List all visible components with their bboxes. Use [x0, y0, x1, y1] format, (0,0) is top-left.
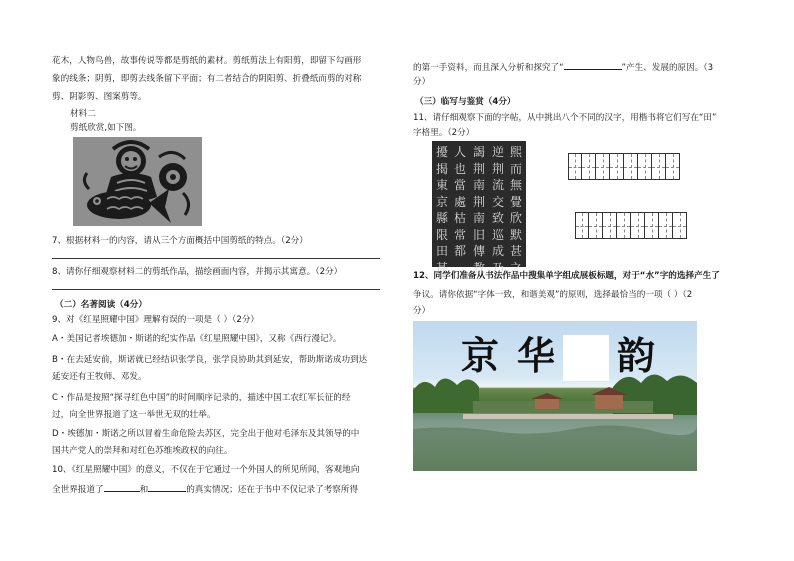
tian-grid-cell[interactable]	[624, 153, 638, 180]
tian-grid-cell[interactable]	[673, 212, 687, 239]
calligraphy-copybook	[432, 141, 526, 275]
question-8: 8、请你仔细观察材料二的剪纸作品，描绘画面内容，并揭示其寓意。（2分）	[52, 267, 343, 277]
material2-caption: 剪纸欣赏,如下图。	[70, 123, 142, 133]
intro-line-1: 花木，人物鸟兽，故事传说等都是剪纸的素材。剪纸剪法上有阳剪，即留下勾画形	[52, 56, 362, 66]
tian-grid-cell[interactable]	[610, 153, 624, 180]
title-board-characters	[413, 333, 697, 383]
question-9-option-a: A・美国记者埃德加・斯诺的纪实作品《红星照耀中国》，又称《西行漫记》。	[52, 334, 342, 344]
question-9-option-d-line-2: 国共产党人的崇拜和对红色苏维埃政权的向往。	[52, 446, 233, 456]
board-char-2: 华	[517, 333, 556, 378]
q10-blank-3[interactable]	[564, 60, 622, 70]
answer-line-q7[interactable]	[52, 258, 380, 259]
question-9-option-c-line-1: C・作品是按照“探寻红色中国”的时间顺序记录的，描述中国工农红军长征的经	[52, 393, 351, 403]
q10-text-b: 和	[139, 485, 149, 495]
q10-cont-text-a: 的第一手资料，而且深入分析和探究了“	[413, 63, 564, 73]
answer-line-q8[interactable]	[52, 289, 380, 290]
tian-grid-cell[interactable]	[652, 153, 666, 180]
tian-grid-cell[interactable]	[666, 153, 680, 180]
question-9: 9、对《红星照耀中国》理解有误的一项是（ ）（2分）	[52, 315, 260, 325]
missing-character-box	[563, 335, 609, 381]
question-12-line-3: 分）	[413, 306, 431, 316]
section-3-title: （三）临写与鉴赏（4分）	[415, 97, 516, 107]
q10-blank-1[interactable]	[104, 482, 140, 492]
question-9-option-b-line-2: 延安还有王牧师、邓发。	[52, 372, 147, 382]
tian-grid-cell[interactable]	[631, 212, 645, 239]
tian-grid-cell[interactable]	[589, 212, 603, 239]
q10-continued-line-1	[413, 60, 713, 74]
papercut-image	[73, 137, 202, 226]
tian-grid-cell[interactable]	[575, 212, 589, 239]
calligraphy-column-3: 謁荆南荆南旧傳教	[472, 145, 485, 275]
tian-grid-cell[interactable]	[582, 153, 596, 180]
intro-line-2: 象的线条；阴剪，即剪去线条留下平面；有二者结合的阴阳剪、折叠纸而剪的对称	[52, 74, 362, 84]
material2-title: 材料二	[70, 109, 96, 119]
question-9-option-d-line-1: D・埃德加・斯诺之所以冒着生命危险去苏区，完全出于他对毛泽东及其领导的中	[52, 429, 360, 439]
q10-text-c: 的真实情况；还在于书中不仅记录了考察所得	[186, 485, 359, 495]
question-9-option-c-line-2: 过，向全世界报道了这一举世无双的壮举。	[52, 410, 216, 420]
tian-grid-cell[interactable]	[596, 153, 610, 180]
tian-grid-cell[interactable]	[568, 153, 582, 180]
q10-blank-2[interactable]	[148, 482, 186, 492]
title-board-photo	[413, 321, 697, 471]
q10-text-a: 全世界报道了	[52, 485, 104, 495]
tian-grid-cell[interactable]	[645, 212, 659, 239]
tian-grid-cell[interactable]	[638, 153, 652, 180]
question-11-line-2: 字格里。（2分）	[413, 128, 475, 138]
intro-line-3: 剪、阴影剪、图案剪等。	[52, 92, 147, 102]
tian-grid-row-2[interactable]	[575, 212, 687, 239]
board-char-3: 韵	[617, 333, 656, 378]
calligraphy-column-5: 擾揭東京縣限田甚	[435, 145, 448, 275]
tian-grid-row-1[interactable]	[568, 153, 680, 180]
question-12-line-1: 12、同学们准备从书法作品中搜集单字组成展板标题，对于“水”字的选择产生了	[413, 271, 720, 281]
question-10-line-1: 10、《红星照耀中国》的意义，不仅在于它通过一个外国人的所见所闻，客观地向	[52, 465, 360, 475]
q10-continued-line-2: 分）	[413, 77, 431, 87]
question-9-option-b-line-1: B・在去延安前，斯诺就已经结识张学良，张学良协助其到延安，帮助斯诺成功到达	[52, 355, 368, 365]
question-10-line-2	[52, 482, 358, 496]
tian-grid-cell[interactable]	[659, 212, 673, 239]
question-11-line-1: 11、请仔细观察下面的字帖，从中挑出八个不同的汉字，用楷书将它们写在“田”	[413, 113, 717, 123]
board-char-1: 京	[461, 333, 500, 378]
calligraphy-column-2: 逆荆流交致巡成乃	[491, 145, 504, 275]
section-2-title: （二）名著阅读（4分）	[55, 300, 147, 310]
question-7: 7、根据材料一的内容，请从三个方面概括中国剪纸的特点。（2分）	[52, 236, 308, 246]
calligraphy-column-1: 熙而無覺欣默甚之	[509, 145, 522, 275]
question-12-line-2: 争议。请你依据“字体一致，和谐美观”的原则，选择最恰当的一项（ ）（2	[413, 290, 693, 300]
tian-grid-cell[interactable]	[603, 212, 617, 239]
tian-grid-cell[interactable]	[617, 212, 631, 239]
calligraphy-column-4: 人也當處枯常都	[453, 145, 466, 258]
q10-cont-text-b: ”产生、发展的原因。（3	[621, 63, 714, 73]
